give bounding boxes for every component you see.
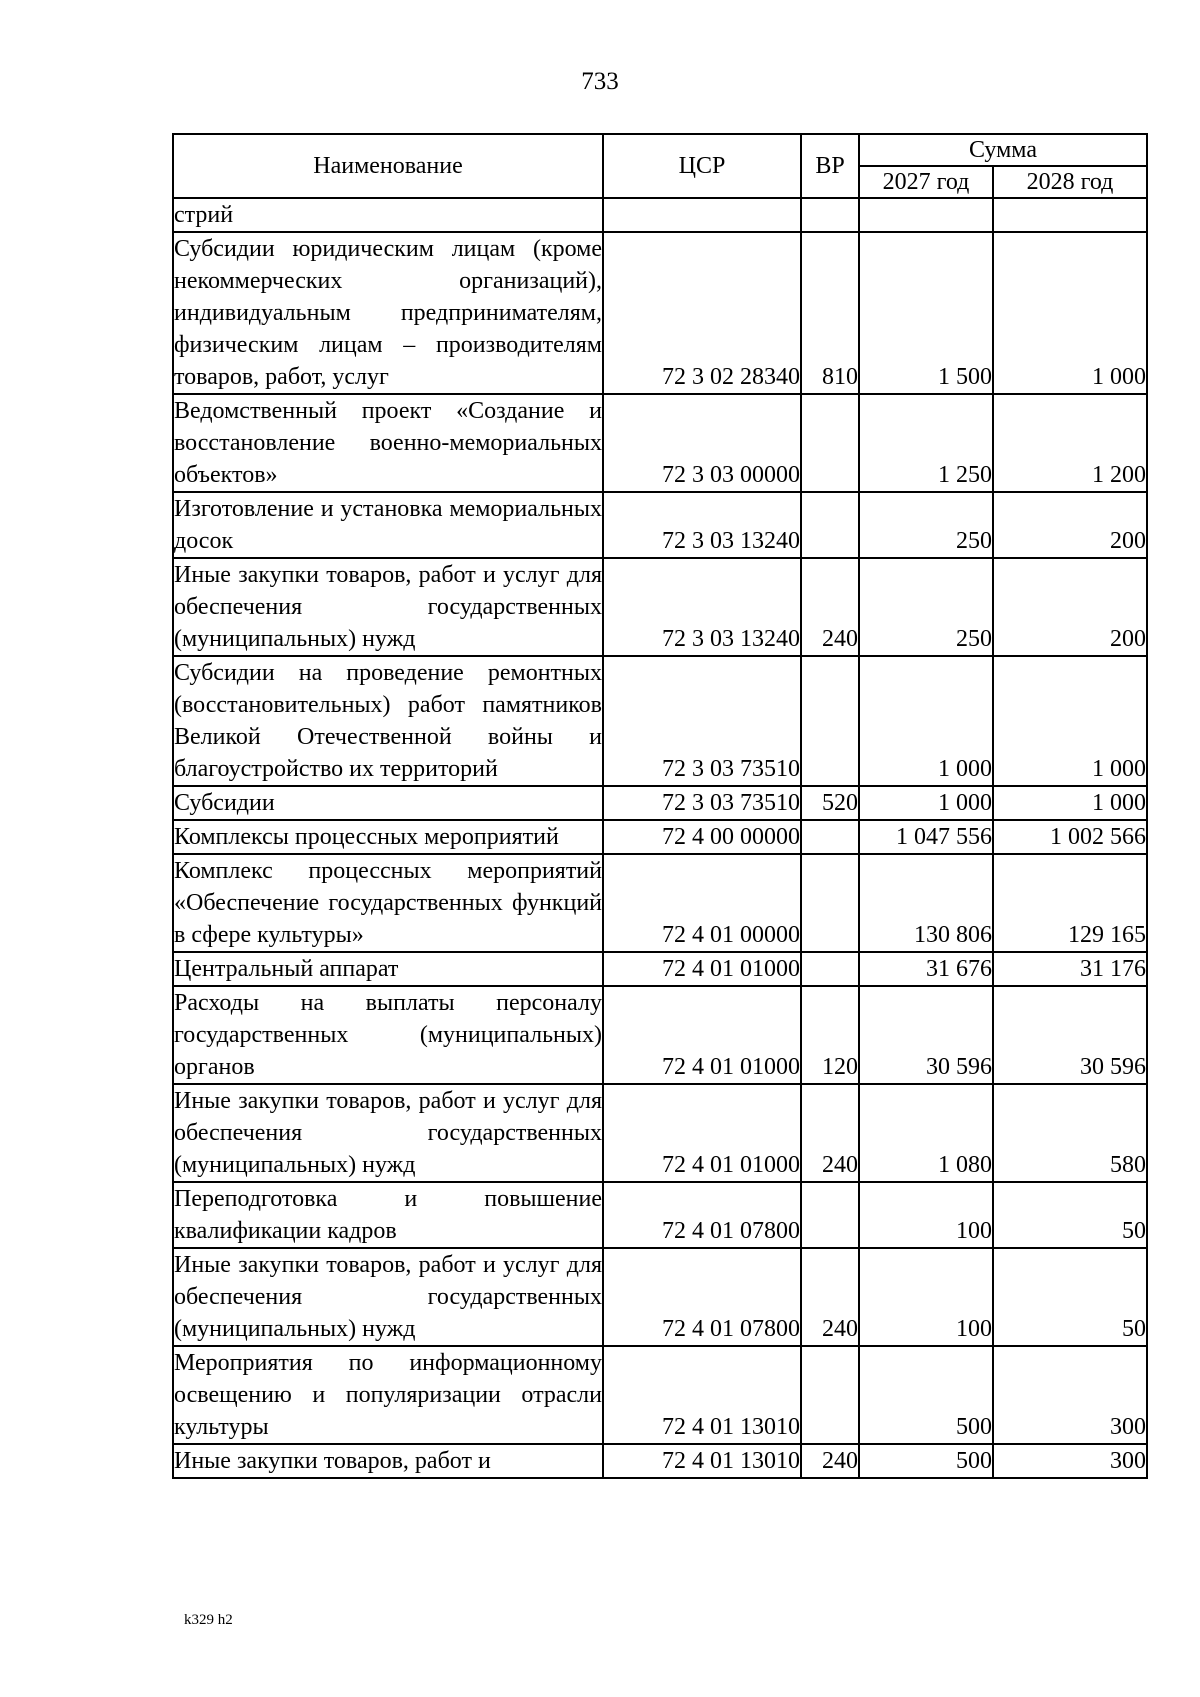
row-name: Комплекс процессных мероприятий «Обеспечение государственных функций в сфере культуры»	[173, 854, 603, 952]
row-sum-2027: 130 806	[859, 854, 993, 952]
row-sum-2028: 200	[993, 558, 1147, 656]
row-sum-2027: 1 080	[859, 1084, 993, 1182]
row-vr-code	[801, 1346, 859, 1444]
row-sum-2028: 129 165	[993, 854, 1147, 952]
row-vr-code	[801, 820, 859, 854]
row-vr-code: 240	[801, 1084, 859, 1182]
row-name: Иные закупки товаров, работ и услуг для обеспечения государственных (муниципальных) нужд	[173, 1084, 603, 1182]
header-name: Наименование	[173, 134, 603, 198]
row-vr-code	[801, 198, 859, 232]
row-name: Мероприятия по информационному освещению и популяризации отрасли культуры	[173, 1346, 603, 1444]
row-sum-2028: 200	[993, 492, 1147, 558]
table-row	[173, 986, 1147, 1084]
row-sum-2027: 1 000	[859, 786, 993, 820]
table-row	[173, 656, 1147, 786]
row-vr-code	[801, 492, 859, 558]
row-vr-code	[801, 854, 859, 952]
row-vr-code	[801, 656, 859, 786]
table-body	[173, 198, 1147, 1478]
row-csr-code: 72 3 02 28340	[603, 232, 801, 394]
row-sum-2028: 50	[993, 1182, 1147, 1248]
row-vr-code: 240	[801, 1444, 859, 1478]
row-name: Иные закупки товаров, работ и услуг для обеспечения государственных (муниципальных) нужд	[173, 558, 603, 656]
row-sum-2028	[993, 198, 1147, 232]
row-sum-2027	[859, 198, 993, 232]
row-name: Иные закупки товаров, работ и	[173, 1444, 603, 1478]
row-csr-code: 72 3 03 13240	[603, 492, 801, 558]
row-name: Субсидии	[173, 786, 603, 820]
row-sum-2027: 30 596	[859, 986, 993, 1084]
row-name: Иные закупки товаров, работ и услуг для обеспечения государственных (муниципальных) нужд	[173, 1248, 603, 1346]
table-row	[173, 1182, 1147, 1248]
row-sum-2028: 1 000	[993, 656, 1147, 786]
row-csr-code: 72 4 01 00000	[603, 854, 801, 952]
table-row	[173, 198, 1147, 232]
budget-table	[172, 133, 1148, 1479]
row-name: Субсидии юридическим лицам (кроме некоммерческих организаций), индивидуальным предпринимателям, физическим лицам – производителям товаров, работ, услуг	[173, 232, 603, 394]
row-csr-code: 72 3 03 13240	[603, 558, 801, 656]
row-name: Ведомственный проект «Создание и восстановление военно-мемориальных объектов»	[173, 394, 603, 492]
row-csr-code: 72 4 01 07800	[603, 1248, 801, 1346]
row-sum-2028: 300	[993, 1346, 1147, 1444]
table-row	[173, 394, 1147, 492]
footer-code: k329 h2	[184, 1612, 233, 1628]
row-csr-code: 72 4 01 13010	[603, 1346, 801, 1444]
row-vr-code: 810	[801, 232, 859, 394]
row-csr-code: 72 4 01 01000	[603, 952, 801, 986]
table-row	[173, 854, 1147, 952]
table-row	[173, 786, 1147, 820]
row-sum-2027: 1 250	[859, 394, 993, 492]
row-sum-2028: 30 596	[993, 986, 1147, 1084]
row-csr-code: 72 3 03 73510	[603, 656, 801, 786]
row-csr-code	[603, 198, 801, 232]
row-sum-2028: 1 200	[993, 394, 1147, 492]
table-row	[173, 558, 1147, 656]
row-csr-code: 72 4 00 00000	[603, 820, 801, 854]
row-name: Субсидии на проведение ремонтных (восстановительных) работ памятников Великой Отечественной войны и благоустройство их территорий	[173, 656, 603, 786]
row-csr-code: 72 4 01 07800	[603, 1182, 801, 1248]
row-sum-2027: 500	[859, 1346, 993, 1444]
header-year-2027: 2027 год	[859, 166, 993, 198]
row-sum-2027: 250	[859, 558, 993, 656]
row-sum-2027: 1 047 556	[859, 820, 993, 854]
page-number: 733	[581, 68, 619, 95]
row-vr-code: 240	[801, 558, 859, 656]
row-vr-code: 120	[801, 986, 859, 1084]
table-row	[173, 492, 1147, 558]
table-row	[173, 1444, 1147, 1478]
header-csr: ЦСР	[603, 134, 801, 198]
row-sum-2027: 31 676	[859, 952, 993, 986]
header-vr: ВР	[801, 134, 859, 198]
row-csr-code: 72 4 01 01000	[603, 986, 801, 1084]
row-vr-code	[801, 952, 859, 986]
row-csr-code: 72 3 03 73510	[603, 786, 801, 820]
table-row	[173, 1346, 1147, 1444]
row-name: Центральный аппарат	[173, 952, 603, 986]
row-sum-2027: 100	[859, 1248, 993, 1346]
row-sum-2027: 1 000	[859, 656, 993, 786]
row-sum-2027: 1 500	[859, 232, 993, 394]
row-sum-2027: 100	[859, 1182, 993, 1248]
row-sum-2027: 250	[859, 492, 993, 558]
table-row	[173, 952, 1147, 986]
row-sum-2028: 580	[993, 1084, 1147, 1182]
row-name: Комплексы процессных мероприятий	[173, 820, 603, 854]
row-vr-code	[801, 1182, 859, 1248]
header-year-2028: 2028 год	[993, 166, 1147, 198]
row-sum-2028: 1 002 566	[993, 820, 1147, 854]
table-row	[173, 1248, 1147, 1346]
row-name: Расходы на выплаты персоналу государственных (муниципальных) органов	[173, 986, 603, 1084]
row-name: стрий	[173, 198, 603, 232]
row-sum-2028: 300	[993, 1444, 1147, 1478]
row-name: Изготовление и установка мемориальных досок	[173, 492, 603, 558]
row-name: Переподготовка и повышение квалификации кадров	[173, 1182, 603, 1248]
table-row	[173, 232, 1147, 394]
table-row	[173, 820, 1147, 854]
row-sum-2028: 1 000	[993, 786, 1147, 820]
row-sum-2028: 50	[993, 1248, 1147, 1346]
header-sum: Сумма	[859, 134, 1147, 166]
row-csr-code: 72 4 01 01000	[603, 1084, 801, 1182]
table-row	[173, 1084, 1147, 1182]
row-vr-code: 240	[801, 1248, 859, 1346]
row-csr-code: 72 4 01 13010	[603, 1444, 801, 1478]
row-sum-2028: 1 000	[993, 232, 1147, 394]
row-sum-2028: 31 176	[993, 952, 1147, 986]
row-sum-2027: 500	[859, 1444, 993, 1478]
row-vr-code: 520	[801, 786, 859, 820]
row-vr-code	[801, 394, 859, 492]
row-csr-code: 72 3 03 00000	[603, 394, 801, 492]
